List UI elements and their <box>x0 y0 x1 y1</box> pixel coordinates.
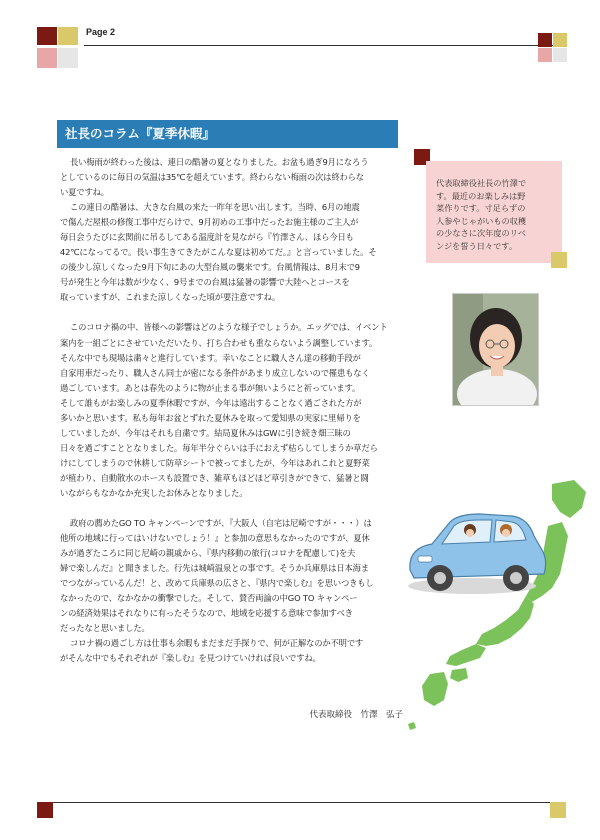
text-line: けにしてしまうので休耕して防草シートで被ってましたが、今年はあれこれと夏野菜 <box>60 457 370 468</box>
text-line: 自家用車だったり、職人さん同士が密になる条件があまり成立しないので罹患もなく <box>60 367 370 378</box>
note-line: 人参やじゃがいもの収穫 <box>436 215 527 226</box>
column-body <box>60 155 404 667</box>
japan-map-car-illustration <box>402 478 592 738</box>
text-line: の後少し涼しくなった9月下旬にあの大型台風の襲来です。台風情報は、8月末で9 <box>60 262 360 273</box>
car <box>408 514 546 594</box>
paragraph-4 <box>60 516 404 636</box>
text-line: 号が発生と今年は数が少なく、9号までの台風は猛暑の影響で大陸へとコースを <box>60 277 350 288</box>
text-line: 毎日会うたびに玄関前に吊るしてある温度計を見ながら『竹澤さん、ほら今日も <box>60 232 354 243</box>
footer-rule <box>52 802 550 803</box>
page-number: Page 2 <box>86 27 116 37</box>
text-line: い夏ですね。 <box>60 187 109 198</box>
text-line: 婦で楽しんだ』と聞きました。行先は城崎温泉との事です。そうか兵庫県は日本海ま <box>60 563 369 574</box>
corner-square-pink <box>37 48 57 68</box>
footer-square-darkred <box>37 802 53 818</box>
text-line: で傷んだ屋根の修復工事中だらけで、9月初めの工事中だったお施主様のご主人が <box>60 217 359 228</box>
corner-square-darkred <box>37 27 57 45</box>
text-line: みが過ぎたころに同じ尼崎の親戚から、『県内移動の旅行(コロナを配慮して)を夫 <box>60 548 356 559</box>
paragraph-3 <box>60 320 404 501</box>
text-line: そして誰もがお楽しみの夏季休暇ですが、今年は遠出することなく過ごされた方が <box>60 397 362 408</box>
text-line: 42℃になってるで。長い事生きてきたがこんな夏は初めてだ。』と言っていました。そ <box>60 247 377 258</box>
corner-square-yellow <box>553 33 567 47</box>
author-signature: 代表取締役 竹澤 弘子 <box>309 710 403 720</box>
text-line: 多いかと思います。私も毎年お盆とずれた夏休みを取って愛知県の実家に里帰りを <box>60 412 361 423</box>
note-line: の少なさに次年度のリベ <box>436 228 526 238</box>
column-title: 社長のコラム『夏季休暇』 <box>57 120 398 148</box>
note-square-yellow <box>551 252 567 268</box>
text-line: いながらもなかなか充実したお休みとなりました。 <box>60 487 248 498</box>
paragraph-gap <box>60 305 404 320</box>
text-line: していましたが、今年はそれも自粛です。結局夏休みはGWに引き続き畑三昧の <box>60 427 351 438</box>
corner-square-pink <box>538 48 552 62</box>
text-line: としているのに毎日の気温は35℃を超えています。終わらない梅雨の次は終わらな <box>60 172 364 183</box>
author-photo <box>452 293 539 406</box>
paragraph-1 <box>60 155 404 200</box>
text-line: なかったので、なかなかの衝撃でした。そして、賛否両論の中GO TO キャンペー <box>60 593 358 604</box>
corner-square-lightgray <box>58 48 78 68</box>
text-line: 他所の地域に行ってはいけないでしょう！』と参加の意思もなかったのですが、夏休 <box>60 533 370 544</box>
note-line: 代表取締役社長の竹澤で <box>436 178 527 188</box>
text-line: 日々を過ごすこととなりました。毎年半分ぐらいは手におえず枯らしてしまうか草だら <box>60 442 378 453</box>
text-line: だったなと思いました。 <box>60 623 150 634</box>
text-line: 取っていますが、これまた涼しくなった頃が要注意ですね。 <box>60 292 280 303</box>
footer-square-yellow <box>550 802 566 818</box>
text-line: ンの経済効果はそれなりに有ったそうなので、地域を応援する意味で参加すべき <box>60 608 353 619</box>
corner-square-yellow <box>58 27 78 45</box>
portrait-image <box>453 294 538 405</box>
paragraph-2 <box>60 200 404 305</box>
note-line: ンジを誓う日々です。 <box>436 240 518 251</box>
corner-square-darkred <box>538 33 552 47</box>
header-rule <box>84 45 562 46</box>
text-line: コロナ禍の過ごし方は仕事も余暇もまだまだ手探りで、何が正解なのか不明です <box>70 638 364 649</box>
paragraph-5 <box>60 636 404 666</box>
corner-square-lightgray <box>553 48 567 62</box>
note-line: す。最近のお楽しみは野 <box>436 190 526 201</box>
text-line: 政府の薦めたGO TO キャンペーンですが、『大阪人（自宅は尼崎ですが・・・）は <box>70 518 372 529</box>
text-line: 案内を一組ごとにさせていただいたり、打ち合わせも重ならないよう調整しています。 <box>60 337 378 348</box>
text-line: そんな中でも現場は粛々と進行しています。幸いなことに職人さん達の移動手段が <box>60 352 361 363</box>
note-line: 菜作りです。寸足らずの <box>436 203 526 213</box>
paragraph-gap <box>60 501 404 516</box>
text-line: でつながっているんだ！と、改めて兵庫県の広さと、『県内で楽しむ』を思いつきもし <box>60 578 374 589</box>
text-line: 過ごしています。あとは春先のように物が止まる事が無いようにと祈っています。 <box>60 382 361 393</box>
text-line: がそんな中でもそれぞれが『楽しむ』を見つけていければ良いですね。 <box>60 653 321 664</box>
text-line: この連日の酷暑は、大きな台風の来た一昨年を思い出します。当時、6月の地震 <box>70 202 360 213</box>
text-line: が植わり、自動散水のホースも設置でき、雑草もほどほど草引きができて、猛暑と闘 <box>60 472 369 483</box>
text-line: このコロナ禍の中、皆様への影響はどのような様子でしょうか。エッグでは、イベント <box>70 322 388 333</box>
text-line: 長い梅雨が終わった後は、連日の酷暑の夏となりました。お盆も過ぎ9月になろう <box>70 157 369 167</box>
profile-note-text <box>436 177 556 252</box>
